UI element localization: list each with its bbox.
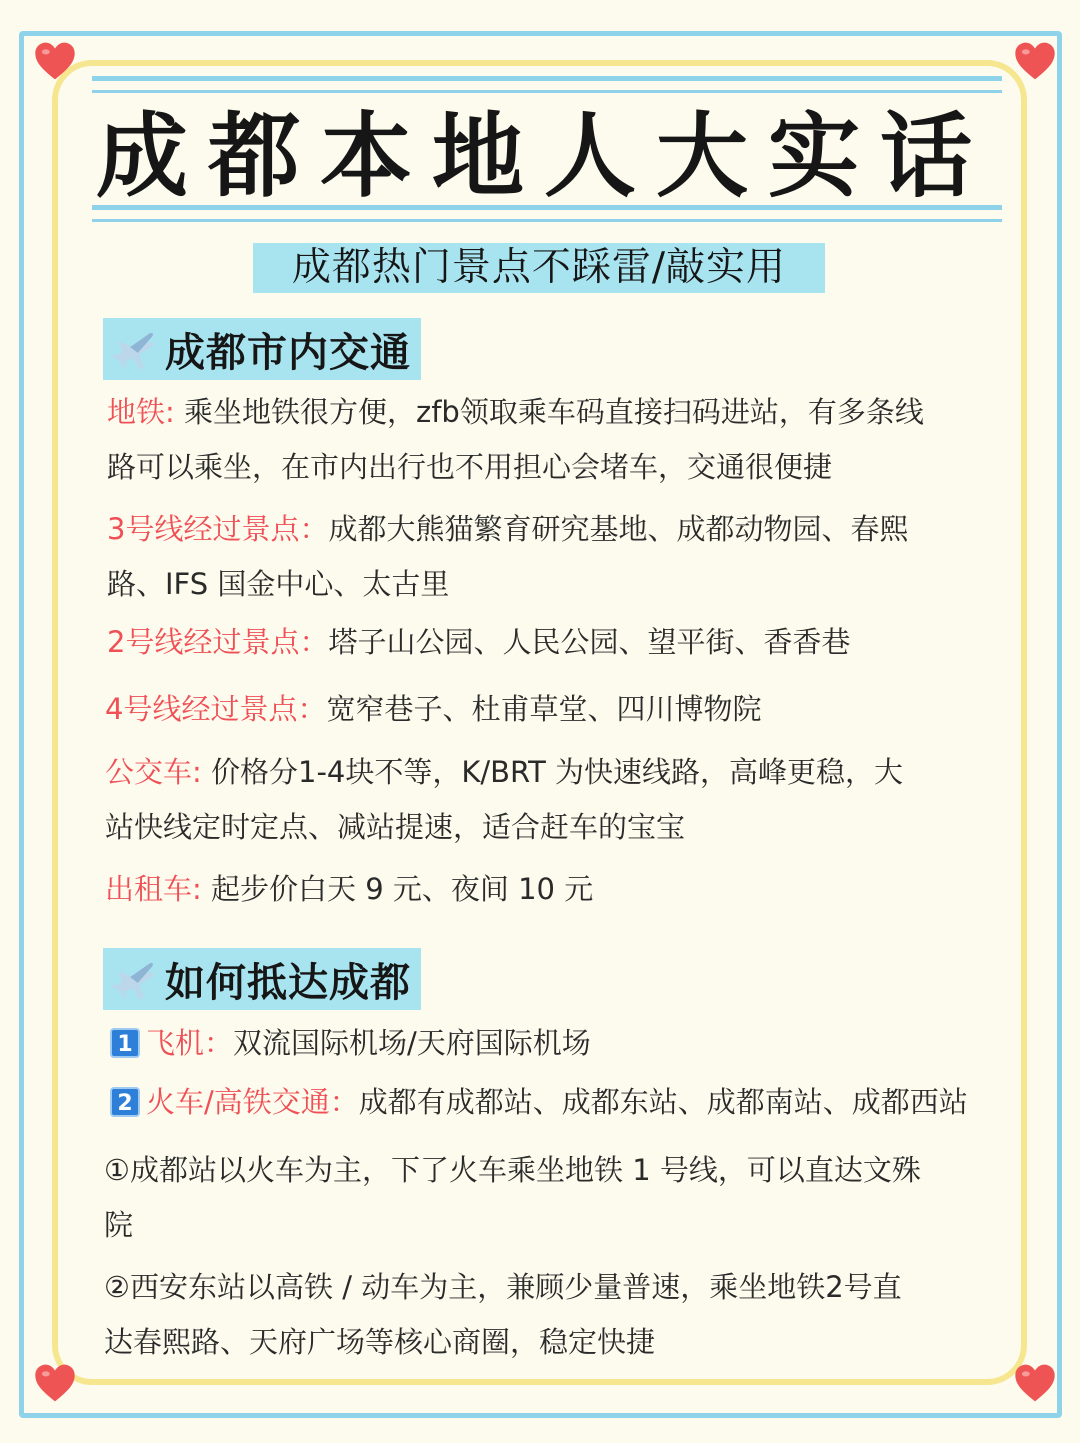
arrival-note <box>104 1143 1004 1253</box>
section-title: 如何抵达成都 <box>165 959 411 1006</box>
page-subtitle: 成都热门景点不踩雷/敲实用 <box>253 243 825 293</box>
decor-bar <box>92 90 1002 93</box>
item-text: 双流国际机场/天府国际机场 <box>233 1026 591 1060</box>
heart-icon <box>34 1362 76 1404</box>
number-badge-icon: 2 <box>110 1087 140 1117</box>
note-text: ①成都站以火车为主，下了火车乘坐地铁 1 号线，可以直达文殊 <box>104 1153 921 1187</box>
heart-icon <box>34 40 76 82</box>
item-key: 地铁: <box>107 395 175 429</box>
transport-item-bus <box>105 745 1005 855</box>
item-key: 4号线经过景点： <box>105 692 327 726</box>
transport-item-subway <box>107 385 1007 495</box>
item-text: 乘坐地铁很方便，zfb领取乘车码直接扫码进站，有多条线 <box>174 395 924 429</box>
airplane-icon <box>111 956 157 1002</box>
section-title: 成都市内交通 <box>165 329 411 376</box>
section-heading-arrival <box>103 948 421 1010</box>
item-text: 成都有成都站、成都东站、成都南站、成都西站 <box>358 1085 968 1119</box>
item-key: 飞机： <box>146 1026 234 1060</box>
heart-icon <box>1014 1362 1056 1404</box>
item-text: 站快线定时定点、减站提速，适合赶车的宝宝 <box>105 810 686 844</box>
item-text: 宽窄巷子、杜甫草堂、四川博物院 <box>326 692 762 726</box>
section-heading-transport <box>103 318 421 380</box>
transport-item-line2 <box>107 615 1007 670</box>
transport-item-taxi <box>105 862 1005 917</box>
item-text: 成都大熊猫繁育研究基地、成都动物园、春熙 <box>328 512 909 546</box>
item-text: 起步价白天 9 元、夜间 10 元 <box>201 872 594 906</box>
item-key: 出租车: <box>105 872 202 906</box>
item-text: 路、IFS 国金中心、太古里 <box>107 567 450 601</box>
note-text: 达春熙路、天府广场等核心商圈，稳定快捷 <box>104 1325 656 1359</box>
note-text: 院 <box>104 1208 134 1242</box>
airplane-icon <box>111 326 157 372</box>
item-key: 3号线经过景点： <box>107 512 329 546</box>
note-text: ②西安东站以高铁 / 动车为主，兼顾少量普速，乘坐地铁2号直 <box>104 1270 902 1304</box>
item-key: 2号线经过景点： <box>107 625 329 659</box>
number-badge-icon: 1 <box>110 1028 140 1058</box>
item-text: 价格分1-4块不等，K/BRT 为快速线路，高峰更稳，大 <box>201 755 904 789</box>
item-text: 塔子山公园、人民公园、望平街、香香巷 <box>328 625 851 659</box>
item-key: 公交车: <box>105 755 202 789</box>
page-title: 成都本地人大实话 <box>95 103 992 210</box>
item-key: 火车/高铁交通： <box>146 1085 359 1119</box>
arrival-item-train <box>110 1075 1010 1130</box>
decor-bar <box>92 76 1002 81</box>
arrival-item-plane <box>110 1016 1010 1071</box>
arrival-note <box>104 1260 1004 1370</box>
transport-item-line4 <box>105 682 1005 737</box>
transport-item-line3 <box>107 502 1007 612</box>
item-text: 路可以乘坐，在市内出行也不用担心会堵车，交通很便捷 <box>107 450 833 484</box>
heart-icon <box>1014 40 1056 82</box>
decor-bar <box>92 219 1002 222</box>
